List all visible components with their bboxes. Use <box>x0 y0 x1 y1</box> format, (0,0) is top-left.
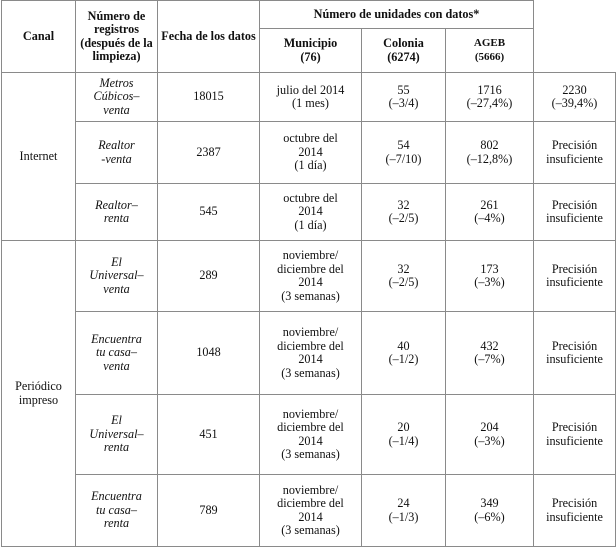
ageb-cell: Precisión insuficiente <box>534 122 616 184</box>
source-cell: Realtor– renta <box>76 184 158 241</box>
source-cell: El Universal– renta <box>76 395 158 475</box>
colonia-cell: 349 (–6%) <box>446 475 534 547</box>
registros-cell: 1048 <box>158 312 260 395</box>
ageb-cell: Precisión insuficiente <box>534 241 616 312</box>
registros-cell: 289 <box>158 241 260 312</box>
colonia-cell: 802 (–12,8%) <box>446 122 534 184</box>
municipio-cell: 40 (–1/2) <box>362 312 446 395</box>
header-unidades: Número de unidades con datos* <box>260 1 534 29</box>
ageb-cell: Precisión insuficiente <box>534 184 616 241</box>
municipio-cell: 20 (–1/4) <box>362 395 446 475</box>
fecha-cell: octubre del 2014 (1 día) <box>260 184 362 241</box>
municipio-cell: 54 (–7/10) <box>362 122 446 184</box>
source-cell: Realtor -venta <box>76 122 158 184</box>
municipio-cell: 24 (–1/3) <box>362 475 446 547</box>
ageb-cell: Precisión insuficiente <box>534 395 616 475</box>
fecha-cell: julio del 2014 (1 mes) <box>260 73 362 122</box>
municipio-cell: 32 (–2/5) <box>362 184 446 241</box>
registros-cell: 2387 <box>158 122 260 184</box>
registros-cell: 451 <box>158 395 260 475</box>
table-row <box>2 73 616 122</box>
fecha-cell: noviembre/ diciembre del 2014 (3 semanas) <box>260 475 362 547</box>
table-row <box>2 475 616 547</box>
data-table <box>1 0 616 547</box>
group-label: Periódico impreso <box>2 241 76 547</box>
registros-cell: 789 <box>158 475 260 547</box>
table-row <box>2 241 616 312</box>
header-registros: Número de registros (después de la limpieza) <box>76 1 158 73</box>
fecha-cell: noviembre/ diciembre del 2014 (3 semanas) <box>260 312 362 395</box>
source-cell: Metros Cúbicos– venta <box>76 73 158 122</box>
table-row <box>2 122 616 184</box>
colonia-cell: 204 (–3%) <box>446 395 534 475</box>
registros-cell: 18015 <box>158 73 260 122</box>
municipio-cell: 55 (–3/4) <box>362 73 446 122</box>
colonia-cell: 432 (–7%) <box>446 312 534 395</box>
header-fecha: Fecha de los datos <box>158 1 260 73</box>
header-canal: Canal <box>2 1 76 73</box>
group-label: Internet <box>2 73 76 241</box>
ageb-cell: Precisión insuficiente <box>534 312 616 395</box>
source-cell: El Universal– venta <box>76 241 158 312</box>
header-municipio: Municipio (76) <box>260 29 362 73</box>
colonia-cell: 261 (–4%) <box>446 184 534 241</box>
colonia-cell: 1716 (–27,4%) <box>446 73 534 122</box>
source-cell: Encuentra tu casa– renta <box>76 475 158 547</box>
source-cell: Encuentra tu casa– venta <box>76 312 158 395</box>
header-ageb: AGEB (5666) <box>446 29 534 73</box>
fecha-cell: noviembre/ diciembre del 2014 (3 semanas) <box>260 395 362 475</box>
table-row <box>2 395 616 475</box>
registros-cell: 545 <box>158 184 260 241</box>
fecha-cell: noviembre/ diciembre del 2014 (3 semanas) <box>260 241 362 312</box>
fecha-cell: octubre del 2014 (1 día) <box>260 122 362 184</box>
colonia-cell: 173 (–3%) <box>446 241 534 312</box>
ageb-cell: 2230 (–39,4%) <box>534 73 616 122</box>
table-row <box>2 312 616 395</box>
municipio-cell: 32 (–2/5) <box>362 241 446 312</box>
ageb-cell: Precisión insuficiente <box>534 475 616 547</box>
header-colonia: Colonia (6274) <box>362 29 446 73</box>
table-row <box>2 184 616 241</box>
